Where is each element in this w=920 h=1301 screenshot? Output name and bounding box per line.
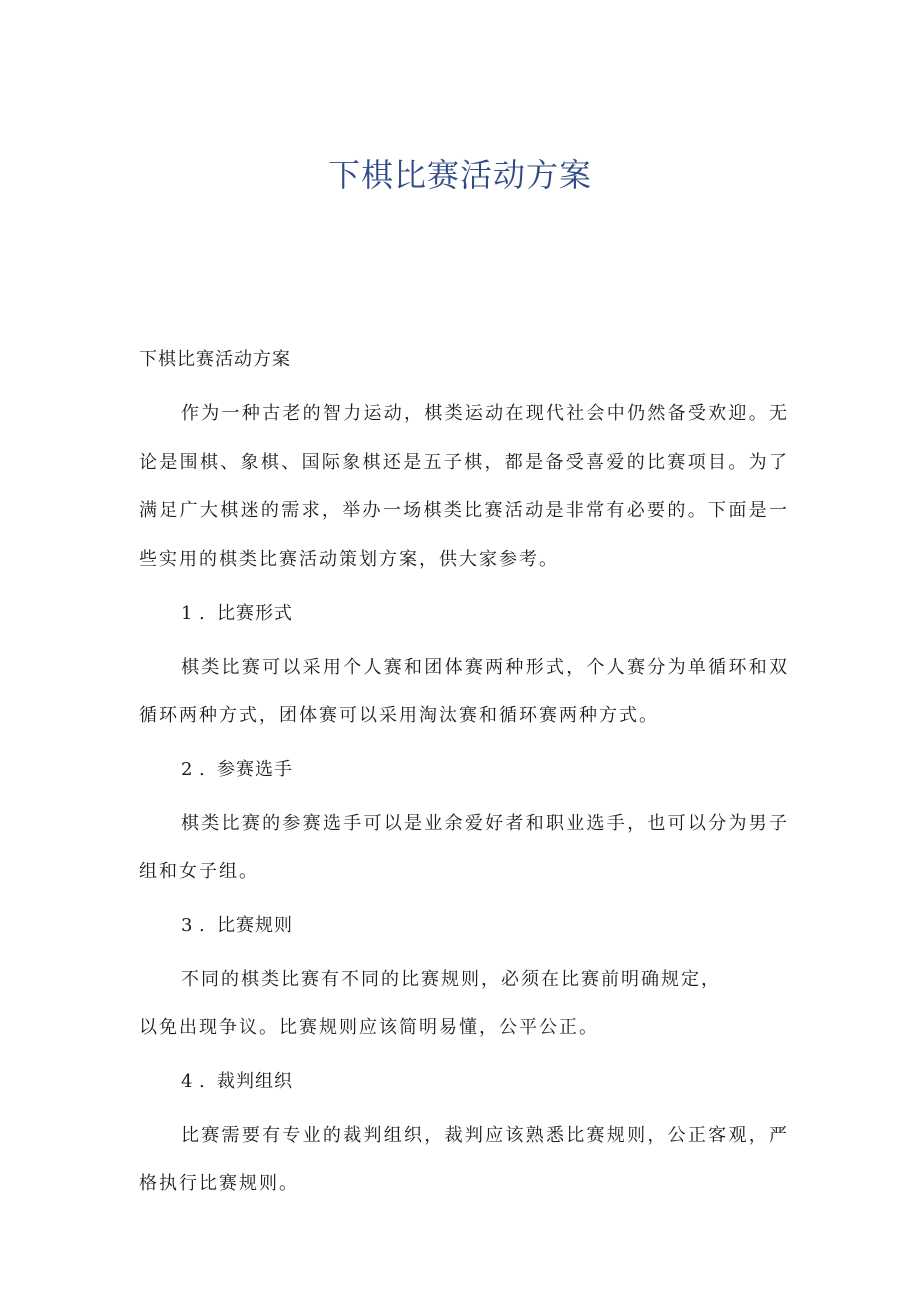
- section-body-2: 棋类比赛的参赛选手可以是业余爱好者和职业选手，也可以分为男子组和女子组。: [139, 813, 789, 882]
- document-title: 下棋比赛活动方案: [327, 156, 592, 194]
- section-heading-1: [139, 597, 789, 631]
- section-body-3-line-2: 以免出现争议。比赛规则应该简明易懂，公平公正。: [139, 1017, 599, 1038]
- section-heading-4: [139, 1065, 789, 1099]
- section-heading-2: [139, 753, 789, 787]
- section-dot: .: [199, 759, 206, 780]
- section-heading-text: 参赛选手: [217, 759, 293, 780]
- intro-paragraph: 作为一种古老的智力运动，棋类运动在现代社会中仍然备受欢迎。无论是围棋、象棋、国际象棋还是五子棋，都是备受喜爱的比赛项目。为了满足广大棋迷的需求，举办一场棋类比赛活动是非常有必要的。下面是一些实用的棋类比赛活动策划方案，供大家参考。: [139, 403, 789, 570]
- section-heading-text: 比赛规则: [217, 915, 293, 936]
- section-number: 2: [181, 759, 194, 780]
- section-dot: .: [199, 915, 206, 936]
- section-number: 4: [181, 1071, 194, 1092]
- section-dot: .: [199, 1071, 206, 1092]
- section-heading-text: 比赛形式: [217, 603, 293, 624]
- section-number: 3: [181, 915, 194, 936]
- section-body-3-line-1: 不同的棋类比赛有不同的比赛规则，必须在比赛前明确规定，: [181, 969, 721, 990]
- section-body-3: [139, 956, 789, 1052]
- section-number: 1: [181, 603, 194, 624]
- section-body-1: 棋类比赛可以采用个人赛和团体赛两种形式，个人赛分为单循环和双循环两种方式，团体赛可以采用淘汰赛和循环赛两种方式。: [139, 657, 789, 726]
- section-dot: .: [199, 603, 206, 624]
- section-body-4: 比赛需要有专业的裁判组织，裁判应该熟悉比赛规则，公正客观，严格执行比赛规则。: [139, 1125, 789, 1194]
- document-subtitle: 下棋比赛活动方案: [139, 349, 291, 370]
- section-heading-text: 裁判组织: [217, 1071, 293, 1092]
- document-body: [139, 343, 789, 1221]
- section-heading-3: [139, 909, 789, 943]
